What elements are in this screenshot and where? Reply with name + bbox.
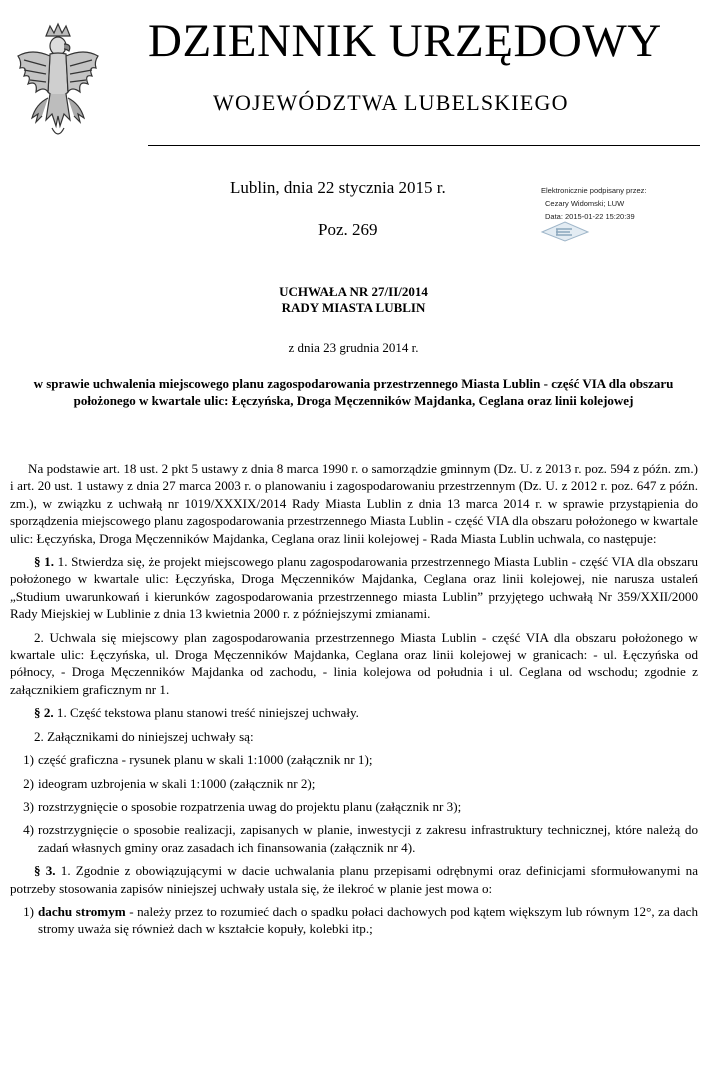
act-title-line-2: RADY MIASTA LUBLIN <box>281 300 426 315</box>
list-item-number: 2) <box>23 775 34 791</box>
section-1-paragraph-1 <box>10 553 698 623</box>
definition-item <box>10 903 698 938</box>
list-item <box>10 751 698 768</box>
act-date: z dnia 23 grudnia 2014 r. <box>288 340 419 355</box>
list-item-text: ideogram uzbrojenia w skali 1:1000 (załącznik nr 2); <box>38 775 316 791</box>
section-1-label: § 1. <box>34 554 55 570</box>
electronic-signature <box>541 184 646 223</box>
polish-eagle-icon <box>12 22 104 148</box>
signature-line-date: Data: 2015-01-22 15:20:39 <box>545 212 635 221</box>
list-item-text: część graficzna - rysunek planu w skali 1:1000 (załącznik nr 1); <box>38 752 373 768</box>
section-2-text-1: 1. Część tekstowa planu stanowi treść niniejszej uchwały. <box>56 705 359 721</box>
section-1-text-1: 1. Stwierdza się, że projekt miejscowego planu zagospodarowania przestrzennego Miasta Lublin - część VIA dla obszaru położonego w kwartale ulic: Łęczyńska, Droga Męczenników Majdanka, Ceglana oraz linii kolejowej, nie narusza ustaleń „Studium uwarunkowań i kierunków zagospodarowania przestrzennego miasta Lublin” przyjętego uchwałą Nr 359/XXII/2000 Rady Miejskiej w Lublinie z dnia 13 kwietnia 2000 r. z późniejszymi zmianami. <box>10 554 699 622</box>
list-item-text: rozstrzygnięcie o sposobie rozpatrzenia uwag do projektu planu (załącznik nr 3); <box>38 798 462 814</box>
section-3-text-1: 1. Zgodnie z obowiązującymi w dacie uchwalania planu przepisami odrębnymi oraz definicjami sformułowanymi na potrzeby stosowania zapisów niniejszej uchwały ustala się, że ilekroć w planie jest mowa o: <box>10 863 699 896</box>
act-title-line-1: UCHWAŁA NR 27/II/2014 <box>279 284 428 299</box>
list-item-number: 1) <box>23 752 34 768</box>
definition-number: 1) <box>23 903 34 919</box>
position-number: Poz. 269 <box>318 220 378 239</box>
gazette-subtitle: WOJEWÓDZTWA LUBELSKIEGO <box>213 90 569 115</box>
list-item-number: 4) <box>23 822 34 838</box>
definition-text <box>38 903 698 938</box>
gazette-title: DZIENNIK URZĘDOWY <box>148 15 662 67</box>
list-item-text: rozstrzygnięcie o sposobie realizacji, zapisanych w planie, inwestycji z zakresu infrastruktury technicznej, które należą do zadań własnych gminy oraz zasadach ich finansowania (załącznik nr 4). <box>38 822 698 855</box>
preamble: Na podstawie art. 18 ust. 2 pkt 5 ustawy z dnia 8 marca 1990 r. o samorządzie gminnym (Dz. U. z 2013 r. poz. 594 z późn. zm.) i art. 20 ust. 1 ustawy z dnia 27 marca 2003 r. o planowaniu i zagospodarowaniu przestrzennym (Dz. U. z 2012 r. poz. 647 z późn. zm.), w związku z uchwałą nr 1019/XXXIX/2014 Rady Miasta Lublin z dnia 13 marca 2014 r. w sprawie przystąpienia do sporządzenia miejscowego planu zagospodarowania przestrzennego Miasta Lublin - część VIA dla obszaru położonego w kwartale ulic: Łęczyńska, Droga Męczenników Majdanka, Ceglana oraz linii kolejowej - Rada Miasta Lublin uchwala, co następuje: <box>10 461 698 546</box>
signature-line-signed-by: Elektronicznie podpisany przez: <box>541 186 647 195</box>
section-3-paragraph-1 <box>10 862 698 897</box>
list-item <box>10 798 698 815</box>
document-body <box>10 460 698 944</box>
e-signature-logo-icon <box>540 220 590 242</box>
act-subject: w sprawie uchwalenia miejscowego planu zagospodarowania przestrzennego Miasta Lublin - część VIA dla obszaru położonego w kwartale ulic: Łęczyńska, Droga Męczenników Majdanka, Ceglana oraz linii kolejowej <box>33 376 674 408</box>
definition-description: - należy przez to rozumieć dach o spadku połaci dachowych pod kątem większym lub równym 12°, za dach stromy uważa się również dach w kształcie kopuły, kolebki itp.; <box>38 903 698 937</box>
list-item-number: 3) <box>23 798 34 814</box>
section-1-paragraph-2: 2. Uchwala się miejscowy plan zagospodarowania przestrzennego Miasta Lublin - część VIA dla obszaru położonego w kwartale ulic: Łęczyńska, ul. Droga Męczenników Majdanka, Ceglana oraz linii kolejowej w granicach: - ul. Łęczyńska od północy, - Droga Męczenników Majdanka od zachodu, - linia kolejowa od południa i ul. Ceglana od wschodu; zgodnie z załącznikiem graficznym nr 1. <box>10 629 698 697</box>
section-2-label: § 2. <box>34 705 54 721</box>
section-2-paragraph-2: 2. Załącznikami do niniejszej uchwały są: <box>34 728 254 744</box>
section-3-label: § 3. <box>34 863 56 879</box>
list-item <box>10 821 698 856</box>
section-2-paragraph-1 <box>10 704 698 721</box>
publication-date: Lublin, dnia 22 stycznia 2015 r. <box>230 178 446 197</box>
act-title <box>0 284 707 316</box>
header-divider <box>148 145 700 146</box>
definition-term: dachu stromym <box>38 903 126 919</box>
list-item <box>10 775 698 792</box>
signature-line-signer: Cezary Widomski; LUW <box>545 199 625 208</box>
